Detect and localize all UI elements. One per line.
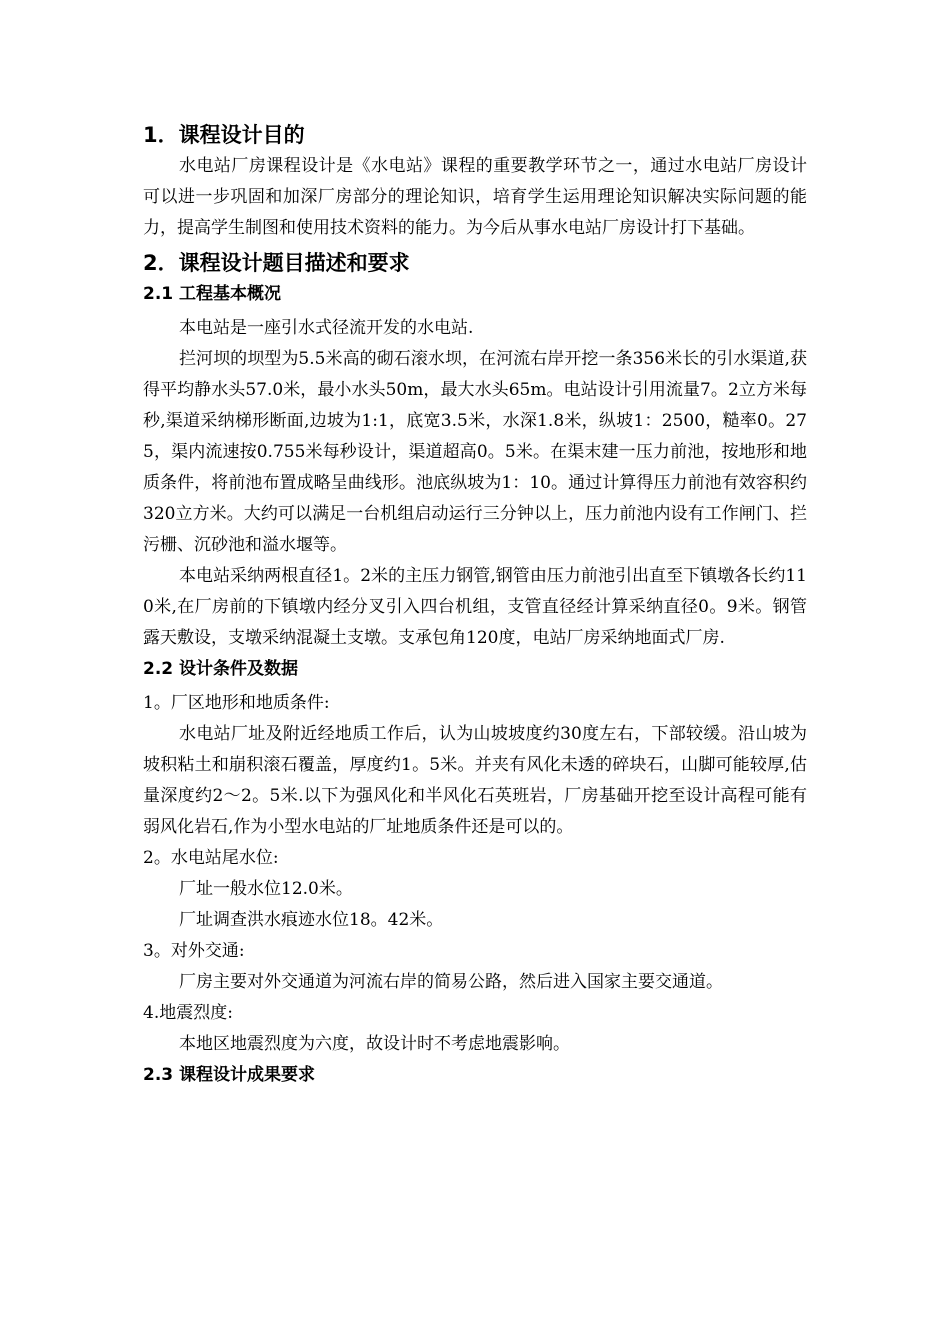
section-2-heading: 2．课程设计题目描述和要求 (143, 251, 410, 275)
document-body (143, 120, 807, 1090)
item-4-paragraph: 本地区地震烈度为六度，故设计时不考虑地震影响。 (179, 1034, 570, 1054)
section-2-2-heading: 2.2 设计条件及数据 (143, 659, 299, 679)
section-1-heading: 1．课程设计目的 (143, 123, 305, 147)
section-2-1-paragraph-2: 拦河坝的坝型为5.5米高的砌石滚水坝，在河流右岸开挖一条356米长的引水渠道,获得平均静水头57.0米，最小水头50m，最大水头65m。电站设计引用流量7。2立方米每秒,渠道采纳梯形断面,边坡为1:1，底宽3.5米，水深1.8米，纵坡1：2500，糙率0。275，渠内流速按0.755米每秒设计，渠道超高0。5米。在渠末建一压力前池，按地形和地质条件，将前池布置成略呈曲线形。池底纵坡为1：10。通过计算得压力前池有效容积约320立方米。大约可以满足一台机组启动运行三分钟以上，压力前池内设有工作闸门、拦污栅、沉砂池和溢水堰等。 (143, 349, 807, 555)
section-2-1-heading: 2.1 工程基本概况 (143, 284, 282, 304)
item-3-label: 3。对外交通: (143, 941, 245, 961)
section-2-3-heading: 2.3 课程设计成果要求 (143, 1065, 316, 1085)
item-1-paragraph: 水电站厂址及附近经地质工作后，认为山坡坡度约30度左右，下部较缓。沿山坡为坡积粘土和崩积滚石覆盖，厚度约1。5米。并夹有风化未透的碎块石，山脚可能较厚,估量深度约2～2。5米.以下为强风化和半风化石英班岩，厂房基础开挖至设计高程可能有弱风化岩石,作为小型水电站的厂址地质条件还是可以的。 (143, 724, 807, 837)
item-2-line-2: 厂址调查洪水痕迹水位18。42米。 (179, 910, 444, 930)
item-2-line-1: 厂址一般水位12.0米。 (179, 879, 353, 899)
item-1-label: 1。厂区地形和地质条件: (143, 693, 330, 713)
section-1-paragraph: 水电站厂房课程设计是《水电站》课程的重要教学环节之一，通过水电站厂房设计可以进一步巩固和加深厂房部分的理论知识，培育学生运用理论知识解决实际问题的能力，提高学生制图和使用技术资料的能力。为今后从事水电站厂房设计打下基础。 (143, 156, 807, 238)
item-2-label: 2。水电站尾水位: (143, 848, 279, 868)
item-3-paragraph: 厂房主要对外交通道为河流右岸的简易公路，然后进入国家主要交通道。 (179, 972, 723, 992)
item-4-label: 4.地震烈度: (143, 1003, 233, 1023)
section-2-1-paragraph-3: 本电站采纳两根直径1。2米的主压力钢管,钢管由压力前池引出直至下镇墩各长约110米,在厂房前的下镇墩内经分叉引入四台机组，支管直径经计算采纳直径0。9米。钢管露天敷设，支墩采纳混凝土支墩。支承包角120度，电站厂房采纳地面式厂房. (143, 566, 807, 648)
section-2-1-paragraph-1: 本电站是一座引水式径流开发的水电站. (179, 318, 474, 338)
